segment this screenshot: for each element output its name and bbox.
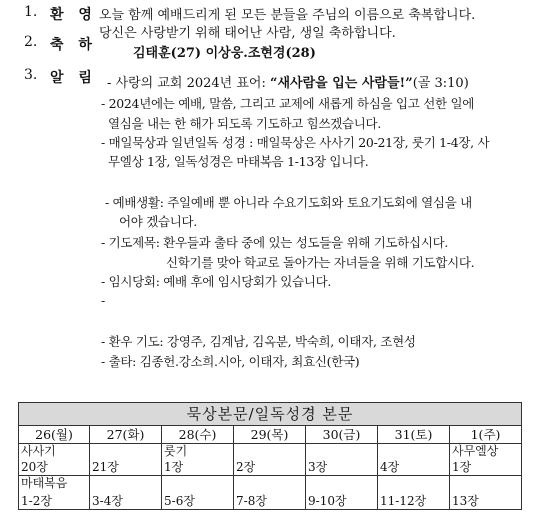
- notice-line-8: 신학기를 맞아 학교로 돌아가는 자녀들을 위해 기도합시다.: [166, 255, 475, 270]
- book-name: 룻기: [164, 444, 188, 458]
- day-header: 27(화): [90, 426, 162, 444]
- reading-cell: [234, 476, 306, 510]
- motto-prefix: - 사랑의 교회 2024년 표어:: [107, 76, 270, 91]
- day-header: 28(수): [162, 426, 234, 444]
- chapter-label: 1장: [164, 460, 184, 474]
- chapter-label: 13장: [452, 494, 479, 508]
- notice-line-5: - 예배생활: 주일예배 뿐 아니라 수요기도회와 토요기도회에 열심을 내: [105, 195, 472, 210]
- book-name: 사무엘상: [452, 444, 499, 458]
- section-1-number: 1.: [24, 4, 38, 20]
- chapter-label: 21장: [92, 460, 119, 474]
- meditation-cell: [378, 444, 450, 476]
- notice-line-12: - 출타: 김종헌.강소희.시아, 이태자, 최효신(한국): [101, 354, 360, 369]
- section-2-title: 축 하: [50, 37, 97, 53]
- meditation-cell: [234, 444, 306, 476]
- notice-line-6: 어야 겠습니다.: [119, 214, 197, 229]
- motto-reference: (골 3:10): [412, 76, 469, 91]
- notice-line-1: - 2024년에는 예배, 말씀, 그리고 교제에 새롭게 하심을 입고 선한 일에: [101, 96, 474, 111]
- notice-line-10: -: [101, 293, 105, 308]
- chapter-label: 7-8장: [236, 494, 267, 508]
- day-header: 30(금): [306, 426, 378, 444]
- birthday-text: 당신은 사랑받기 위해 태어난 사람, 생일 축하합니다.: [99, 26, 396, 41]
- day-header: 31(토): [378, 426, 450, 444]
- chapter-label: 20장: [21, 460, 48, 474]
- notice-line-9: - 임시당회: 예배 후에 임시당회가 있습니다.: [101, 274, 332, 289]
- section-1-title: 환 영: [50, 7, 97, 23]
- meditation-cell: [162, 444, 234, 476]
- chapter-label: 3장: [308, 460, 328, 474]
- reading-cell: [450, 476, 522, 510]
- reading-cell: [378, 476, 450, 510]
- chapter-label: 2장: [236, 460, 256, 474]
- reading-schedule-table: [18, 402, 522, 510]
- schedule-title: 묵상본문/일독성경 본문: [19, 403, 522, 426]
- chapter-label: 5-6장: [164, 494, 195, 508]
- chapter-label: 1장: [452, 460, 472, 474]
- reading-cell: [306, 476, 378, 510]
- notice-line-4: 무엘상 1장, 일독성경은 마태복음 1-13장 입니다.: [108, 154, 369, 169]
- day-header: 29(목): [234, 426, 306, 444]
- reading-cell: [19, 476, 90, 510]
- meditation-cell: [306, 444, 378, 476]
- reading-cell: [162, 476, 234, 510]
- section-3-title: 알 림: [50, 70, 97, 86]
- notice-line-3: - 매일묵상과 일년일독 성경 : 매일묵상은 사사기 20-21장, 룻기 1-4장, 사: [101, 135, 490, 150]
- meditation-cell: [19, 444, 90, 476]
- birthday-names: 김태훈(27) 이상웅.조현경(28): [133, 46, 316, 61]
- meditation-cell: [90, 444, 162, 476]
- chapter-label: 9-10장: [308, 494, 347, 508]
- meditation-cell: [450, 444, 522, 476]
- book-name: 마태복음: [21, 476, 68, 490]
- church-motto: [107, 72, 469, 91]
- day-header: 1(주): [450, 426, 522, 444]
- chapter-label: 4장: [380, 460, 400, 474]
- chapter-label: 1-2장: [21, 494, 52, 508]
- day-header: 26(월): [19, 426, 90, 444]
- motto-bold: “새사람을 입는 사람들!”: [269, 76, 413, 91]
- reading-cell: [90, 476, 162, 510]
- section-2-number: 2.: [24, 34, 38, 50]
- welcome-text: 오늘 함께 예배드리게 된 모든 분들을 주님의 이름으로 축복합니다.: [99, 8, 476, 23]
- chapter-label: 11-12장: [380, 494, 427, 508]
- section-3-number: 3.: [24, 67, 38, 83]
- notice-line-7: - 기도제목: 환우들과 출타 중에 있는 성도들을 위해 기도하십시다.: [101, 235, 449, 250]
- notice-line-11: - 환우 기도: 강영주, 김계남, 김옥분, 박숙희, 이태자, 조현성: [101, 334, 416, 349]
- chapter-label: 3-4장: [92, 494, 123, 508]
- book-name: 사사기: [21, 444, 56, 458]
- notice-line-2: 열심을 내는 한 해가 되도록 기도하고 힘쓰겠습니다.: [108, 116, 381, 131]
